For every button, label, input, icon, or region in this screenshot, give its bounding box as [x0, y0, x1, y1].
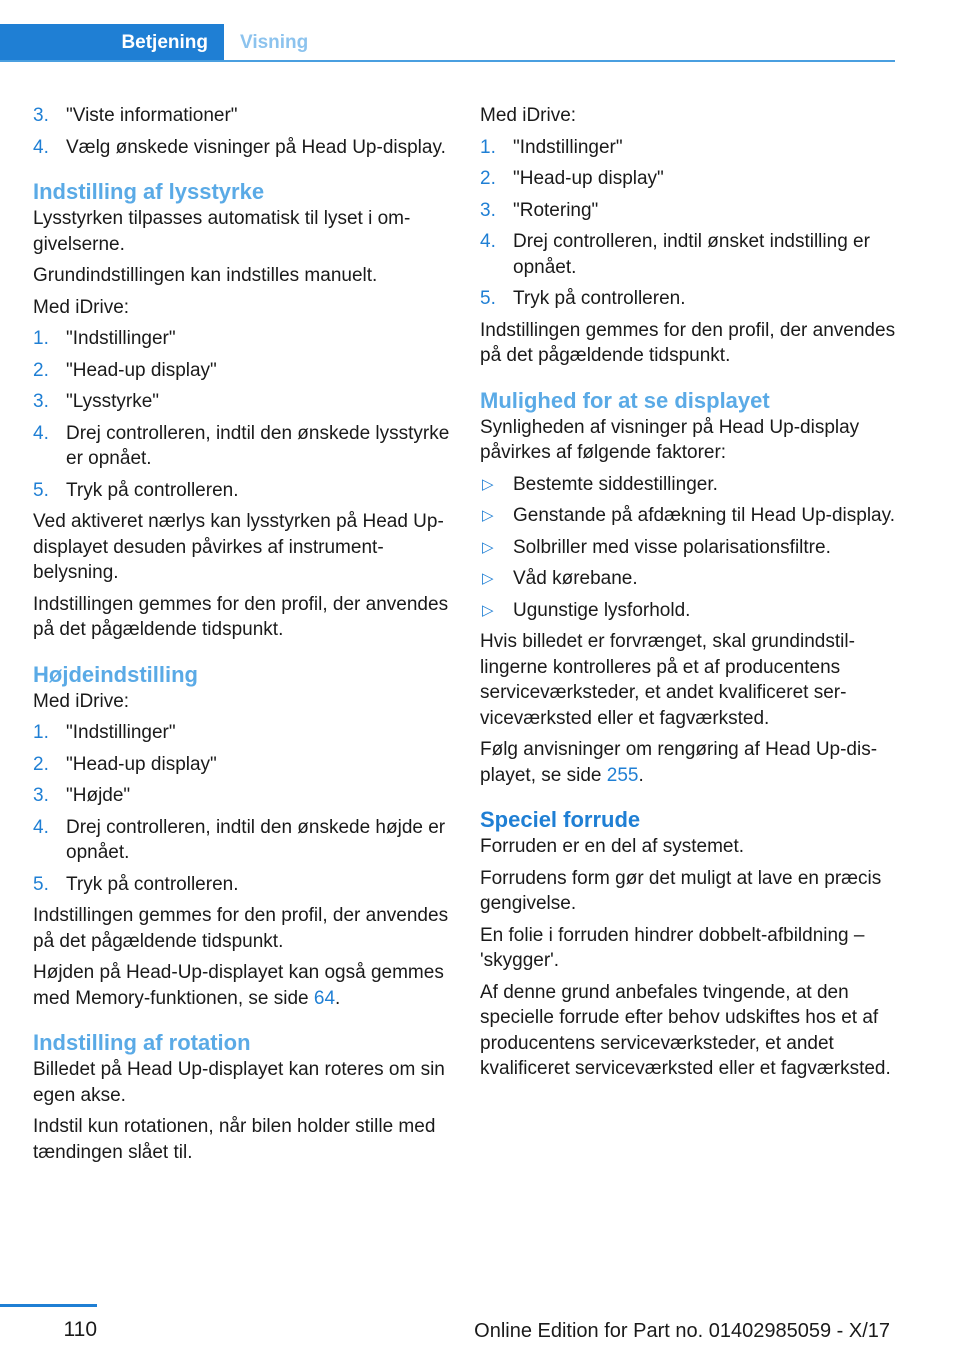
list-text: "Indstillinger"	[513, 136, 623, 158]
list-item	[33, 815, 451, 866]
list-number: 5.	[480, 288, 496, 309]
list-text: "Head-up display"	[66, 753, 217, 775]
paragraph: Synligheden af visninger på Head Up-display påvirkes af følgende faktorer:	[480, 416, 860, 463]
edition-text: Online Edition for Part no. 01402985059 - X/17	[474, 1320, 890, 1342]
list-item	[480, 286, 898, 312]
list-text: Drej controlleren, indtil ønsket indstilling er opnået.	[513, 231, 870, 278]
bullet-text: Genstande på afdækning til Head Up-display.	[513, 505, 895, 526]
bullet-list	[480, 472, 898, 624]
paragraph: Indstil kun rotationen, når bilen holder stille med tændingen slået til.	[33, 1116, 436, 1163]
list-text: Tryk på controlleren.	[513, 288, 686, 309]
list-item	[33, 421, 451, 472]
paragraph: Lysstyrken tilpasses automatisk til lyset i omgivelserne.	[33, 208, 411, 255]
list-item	[480, 198, 898, 224]
list-number: 3.	[33, 785, 49, 806]
list-item	[33, 389, 451, 415]
list-item	[33, 103, 451, 129]
paragraph: Forrudens form gør det muligt at lave en præcis gengivelse.	[480, 867, 882, 914]
paragraph	[33, 960, 451, 1011]
bullet-text: Solbriller med visse polarisationsfiltre.	[513, 536, 831, 558]
paragraph-text: .	[638, 764, 644, 786]
list-text: "Lysstyrke"	[66, 391, 160, 412]
list-number: 2.	[33, 359, 49, 381]
bullet-item	[480, 598, 898, 624]
list-item	[480, 166, 898, 192]
list-number: 3.	[33, 105, 49, 126]
paragraph-text: .	[335, 987, 341, 1009]
bullet-item	[480, 566, 898, 592]
list-number: 1.	[33, 722, 49, 743]
page-number: 110	[63, 1318, 97, 1341]
list-number: 2.	[480, 168, 496, 189]
list-text: Drej controlleren, indtil den ønskede lysstyrke er opnået.	[66, 422, 450, 469]
triangle-bullet-icon: ▷	[482, 601, 494, 619]
steps-lysstyrke	[33, 326, 451, 503]
list-number: 4.	[33, 816, 49, 838]
header-rule	[0, 60, 895, 62]
steps-rotering	[480, 135, 898, 312]
tab-visning[interactable]: Visning	[240, 32, 309, 54]
list-item	[33, 783, 451, 809]
section-title-rotation: Indstilling af rotation	[33, 1030, 251, 1055]
triangle-bullet-icon: ▷	[482, 570, 494, 587]
paragraph: Indstillingen gemmes for den profil, der anvendes på det pågældende tidspunkt.	[480, 319, 896, 366]
triangle-bullet-icon: ▷	[482, 475, 494, 493]
bullet-item	[480, 503, 898, 529]
list-item	[33, 326, 451, 352]
footer-rule	[0, 1304, 97, 1307]
left-column	[33, 103, 451, 1171]
paragraph: Billedet på Head Up-displayet kan roteres om sin egen akse.	[33, 1059, 445, 1106]
paragraph: Ved aktiveret nærlys kan lysstyrken på Head Up-displayet desuden påvirkes af instrumentbelysning.	[33, 511, 444, 583]
header-tabs	[0, 24, 895, 62]
section-title-forrude: Speciel forrude	[480, 807, 641, 832]
list-number: 1.	[33, 328, 49, 349]
bullet-text: Våd kørebane.	[513, 568, 638, 589]
triangle-bullet-icon: ▷	[482, 538, 494, 556]
list-text: Tryk på controlleren.	[66, 479, 239, 501]
paragraph: Hvis billedet er forvrænget, skal grundindstillingerne kontrolleres på et af producentens serviceværksteder, et andet kvalificeret serviceværksted eller et fagværksted.	[480, 631, 855, 729]
list-number: 4.	[33, 422, 49, 444]
paragraph: Af denne grund anbefales tvingende, at den specielle forrude efter behov udskiftes hos et af producentens serviceværksteder, et andet kvalificeret serviceværksted eller et fagværksted.	[480, 981, 891, 1079]
bullet-item	[480, 472, 898, 498]
list-number: 1.	[480, 136, 496, 158]
list-item	[33, 720, 451, 746]
list-item	[33, 135, 451, 161]
list-number: 5.	[33, 873, 49, 895]
bullet-item	[480, 535, 898, 561]
list-text: "Indstillinger"	[66, 722, 176, 743]
triangle-bullet-icon: ▷	[482, 507, 494, 524]
list-number: 3.	[33, 391, 49, 412]
list-text: "Højde"	[66, 785, 131, 806]
list-text: "Head-up display"	[66, 359, 217, 381]
section-title-mulighed: Mulighed for at se displayet	[480, 387, 770, 413]
list-text: "Viste informationer"	[66, 105, 238, 126]
paragraph: Med iDrive:	[33, 690, 130, 712]
list-text: Drej controlleren, indtil den ønskede højde er opnået.	[66, 816, 446, 863]
list-item	[33, 752, 451, 778]
bullet-text: Ugunstige lysforhold.	[513, 599, 691, 621]
paragraph: En folie i forruden hindrer dobbelt-afbildning – 'skygger'.	[480, 924, 865, 971]
section-title-lysstyrke: Indstilling af lysstyrke	[33, 179, 265, 204]
paragraph: Indstillingen gemmes for den profil, der anvendes på det pågældende tidspunkt.	[33, 905, 449, 952]
page-link-64[interactable]: 64	[313, 987, 336, 1009]
list-text: Vælg ønskede visninger på Head Up-display.	[66, 136, 446, 158]
paragraph: Med iDrive:	[33, 296, 130, 318]
list-item	[33, 358, 451, 384]
paragraph-text: Højden på Head-Up-displayet kan også gemmes med Memory-funktionen, se side	[33, 962, 444, 1009]
right-column	[480, 103, 898, 1088]
list-text: "Rotering"	[513, 199, 599, 221]
paragraph: Med iDrive:	[480, 105, 577, 126]
list-number: 4.	[33, 136, 49, 158]
bullet-text: Bestemte siddestillinger.	[513, 473, 718, 495]
paragraph-text: Følg anvisninger om rengøring af Head Up-displayet, se side	[480, 739, 878, 786]
list-number: 2.	[33, 753, 49, 775]
list-item	[480, 229, 898, 280]
list-text: "Indstillinger"	[66, 328, 176, 349]
list-text: Tryk på controlleren.	[66, 873, 239, 895]
list-item	[480, 135, 898, 161]
list-number: 3.	[480, 199, 496, 221]
steps-hojde	[33, 720, 451, 897]
list-item	[33, 478, 451, 504]
list-text: "Head-up display"	[513, 168, 664, 189]
list-number: 4.	[480, 231, 496, 252]
paragraph	[480, 737, 898, 788]
paragraph: Forruden er en del af systemet.	[480, 836, 745, 857]
page-link-255[interactable]: 255	[606, 764, 639, 786]
list-number: 5.	[33, 479, 49, 501]
section-title-hojde: Højdeindstilling	[33, 661, 198, 687]
list-item	[33, 872, 451, 898]
paragraph: Grundindstillingen kan indstilles manuelt.	[33, 265, 378, 286]
tab-betjening[interactable]: Betjening	[0, 24, 224, 62]
list-top	[33, 103, 451, 160]
paragraph: Indstillingen gemmes for den profil, der anvendes på det pågældende tidspunkt.	[33, 593, 449, 640]
